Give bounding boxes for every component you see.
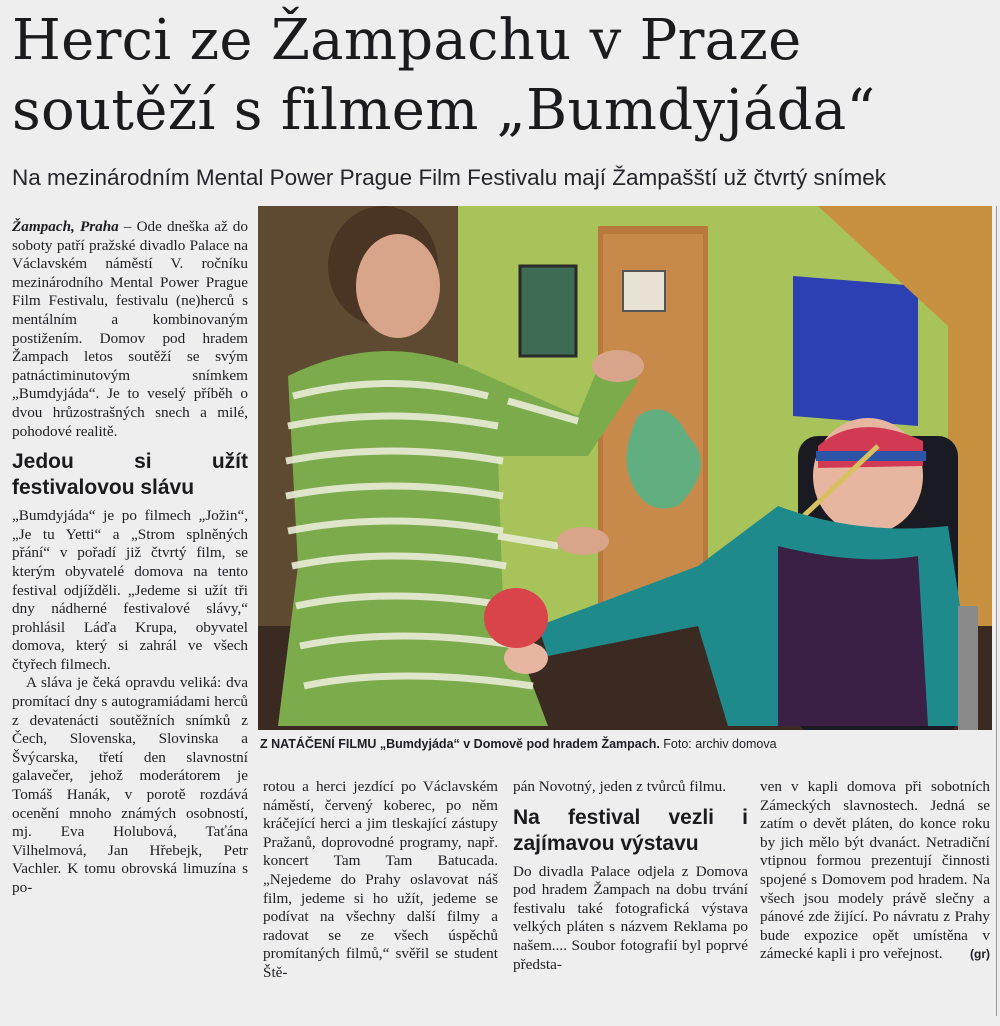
author-signature: (gr) <box>970 947 990 962</box>
paragraph-exhibition: Do divadla Palace odjela z Domova pod hradem Žampach na dobu trvání festivalu také fotografická výstava velkých pláten s názvem Reklama po našem.... Soubor fotografií byl poprvé předsta- <box>513 862 748 973</box>
lead-paragraph <box>12 218 248 441</box>
article-headline: Herci ze Žampachu v Praze soutěží s filmem „Bumdyjáda“ <box>12 8 876 143</box>
lead-text: – Ode dneška až do soboty patří pražské divadlo Palace na Václavském náměstí V. ročníku mezinárodního Mental Power Prague Film Festivalu, festivalu (ne)herců s mentálním a kombinovaným postižením. Domov pod hradem Žampach letos soutěží se svým patnáctiminutovým snímkem „Bumdyjáda“. Je to veselý příběh o dvou hrůzostrašných snech a milé, pohodové realitě. <box>12 218 248 440</box>
paragraph-chapel <box>760 778 990 964</box>
photo-illustration <box>258 206 992 730</box>
article-subheadline: Na mezinárodním Mental Power Prague Film Festivalu mají Žampašští už čtvrtý snímek <box>12 165 887 190</box>
paragraph-glory: A sláva je čeká opravdu veliká: dva promítací dny s autogramiádami herců z devatenácti soutěžních snímků z Čech, Slovenska, Slovinska a Švýcarska, třetí den slavnostní galavečer, jehož moderátorem je Tomáš Hanák, v porotě rozdává ocenění mnoho známých osobností, mj. Eva Holubová, Taťána Vilhelmová, Jan Hřebejk, Petr Vachler. K tomu obrovská limuzína s po- <box>12 674 248 896</box>
column-rule <box>996 206 997 1016</box>
section-heading-festival-glory: Jedou si užít festivalovou slávu <box>12 450 248 500</box>
article-column-4 <box>760 778 990 964</box>
dateline: Žampach, Praha <box>12 218 119 235</box>
paragraph-student: pán Novotný, jeden z tvůrců filmu. <box>513 778 726 795</box>
article-column-3 <box>513 778 748 974</box>
paragraph-limousine: rotou a herci jezdící po Václavském náměstí, červený koberec, po něm kráčející herci a jim tleskající zástupy Pražanů, doprovodné programy, např. koncert Tam Tam Batucada. „Nejedeme do Prahy oslavovat náš film, jedeme si ho užít, jedeme se podívat na všechny další filmy a radovat se ze všech úspěchů promítaných filmů,“ svěřil se student Ště- <box>263 778 498 981</box>
caption-text: Z NATÁČENÍ FILMU „Bumdyjáda“ v Domově pod hradem Žampach. <box>260 737 660 751</box>
paragraph-films: „Bumdyjáda“ je po filmech „Jožin“, „Je tu Yetti“ a „Strom splněných přání“ v pořadí již čtvrtý film, se kterým obyvatelé domova na tento festival odjížděli. „Jedeme si užít tři dny nádherné festivalové slávy,“ prohlásil Láďa Krupa, obyvatel domova, který si zahrál ve všech čtyřech filmech. <box>12 507 248 673</box>
photo-credit: Foto: archiv domova <box>659 737 777 751</box>
photo-caption <box>260 736 990 752</box>
section-heading-exhibition: Na festival vezli i zajímavou výstavu <box>513 805 748 855</box>
article-column-1 <box>12 218 248 898</box>
chapel-text: ven v kapli domova při sobotních Zámeckých slavnostech. Jedná se zatím o devět pláten, do konce roku by jich mělo být dvanáct. Netradiční vtipnou formou prezentují činnosti spojené s Domovem pod hradem. Na všech jsou modely právě slečny a pánové zde žijící. Po návratu z Prahy bude expozice opět umístěna v zámecké kapli i pro veřejnost. <box>760 778 990 963</box>
article-column-2 <box>263 778 498 983</box>
article-photo <box>258 206 992 730</box>
